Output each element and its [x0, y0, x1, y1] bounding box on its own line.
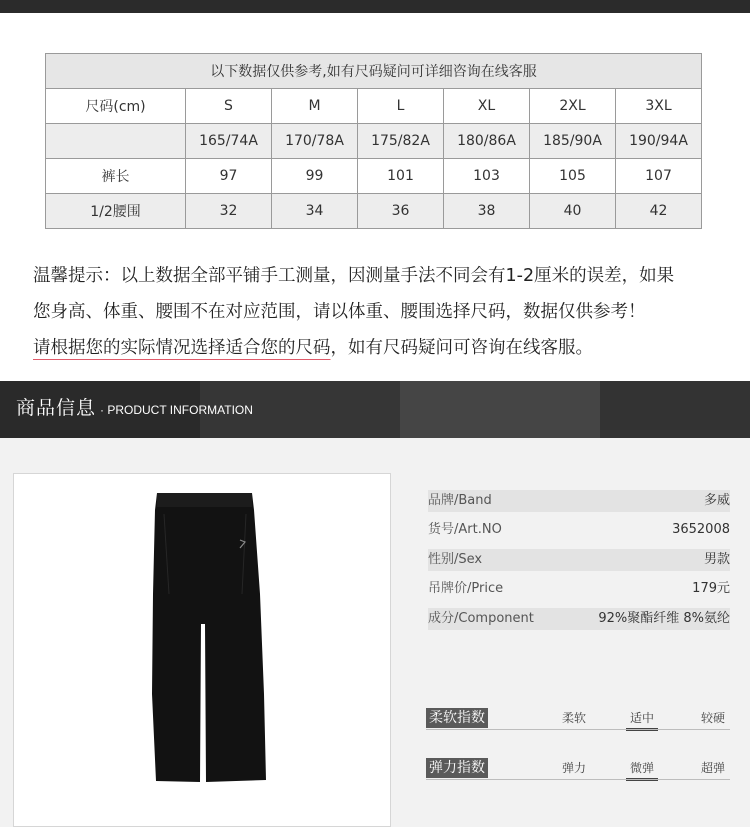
elasticity-index-line	[426, 779, 730, 780]
info-key: 吊牌价/Price	[428, 581, 504, 596]
waist-cell: 36	[358, 194, 444, 229]
black-track-pants-icon	[14, 474, 390, 826]
waist-cell: 32	[186, 194, 272, 229]
size-chart-table	[45, 53, 702, 229]
info-value: 92%聚酯纤维 8%氨纶	[598, 611, 730, 626]
notice-line-1: 温馨提示：以上数据全部平铺手工测量，因测量手法不同会有1-2厘米的误差，如果	[33, 266, 675, 286]
info-key: 货号/Art.NO	[428, 522, 502, 537]
info-row-brand	[428, 490, 730, 512]
height-cell: 180/86A	[444, 124, 530, 159]
elasticity-index-label: 弹力指数	[426, 758, 488, 778]
elasticity-option: 弹力	[562, 761, 587, 775]
info-value: 男款	[703, 552, 730, 567]
height-cell: 175/82A	[358, 124, 444, 159]
notice-line-2: 您身高、体重、腰围不在对应范围，请以体重、腰围选择尺码，数据仅供参考！	[33, 302, 646, 322]
info-row-sex	[428, 549, 730, 571]
info-row-art-no	[428, 519, 730, 541]
size-cell: S	[186, 89, 272, 124]
height-cell: 185/90A	[530, 124, 616, 159]
info-key: 性别/Sex	[428, 552, 483, 567]
waist-row	[46, 194, 702, 229]
height-cell: 165/74A	[186, 124, 272, 159]
size-cell: 3XL	[616, 89, 702, 124]
length-cell: 97	[186, 159, 272, 194]
height-cell: 190/94A	[616, 124, 702, 159]
info-value: 179元	[692, 581, 730, 596]
product-info-banner	[0, 381, 750, 438]
info-value: 多威	[703, 493, 730, 508]
banner-title-en: · PRODUCT INFORMATION	[100, 403, 253, 417]
info-row-component	[428, 608, 730, 630]
size-header-row	[46, 89, 702, 124]
length-label: 裤长	[46, 159, 186, 194]
height-label-cell	[46, 124, 186, 159]
height-cell: 170/78A	[272, 124, 358, 159]
top-bar	[0, 0, 750, 13]
elasticity-option: 超弹	[701, 761, 726, 775]
size-notice	[33, 258, 733, 366]
banner-title	[16, 381, 253, 438]
waist-cell: 38	[444, 194, 530, 229]
softness-index-line	[426, 729, 730, 730]
size-cell: 2XL	[530, 89, 616, 124]
length-row	[46, 159, 702, 194]
info-key: 品牌/Band	[428, 493, 492, 508]
waist-cell: 34	[272, 194, 358, 229]
size-header-label: 尺码(cm)	[46, 89, 186, 124]
softness-option-selected: 适中	[630, 708, 654, 728]
notice-line-3	[33, 330, 733, 366]
softness-option: 柔软	[562, 711, 587, 725]
product-photo	[13, 473, 391, 827]
waist-cell: 40	[530, 194, 616, 229]
size-chart-caption: 以下数据仅供参考,如有尺码疑问可详细咨询在线客服	[46, 54, 702, 89]
banner-title-cn: 商品信息	[16, 397, 97, 419]
elasticity-option-selected: 微弹	[630, 758, 654, 778]
height-row	[46, 124, 702, 159]
length-cell: 103	[444, 159, 530, 194]
waist-cell: 42	[616, 194, 702, 229]
length-cell: 101	[358, 159, 444, 194]
softness-index	[426, 708, 730, 730]
size-chart-caption-row	[46, 54, 702, 89]
length-cell: 107	[616, 159, 702, 194]
notice-underlined-text: 请根据您的实际情况选择适合您的尺码	[33, 338, 331, 358]
elasticity-index	[426, 758, 730, 780]
softness-option: 较硬	[701, 711, 726, 725]
notice-line-3-rest: ，如有尺码疑问可咨询在线客服。	[330, 338, 593, 358]
size-cell: M	[272, 89, 358, 124]
size-cell: XL	[444, 89, 530, 124]
info-value: 3652008	[672, 522, 730, 537]
info-key: 成分/Component	[428, 611, 534, 626]
softness-index-label: 柔软指数	[426, 708, 488, 728]
length-cell: 99	[272, 159, 358, 194]
size-cell: L	[358, 89, 444, 124]
length-cell: 105	[530, 159, 616, 194]
info-row-price	[428, 578, 730, 600]
waist-label: 1/2腰围	[46, 194, 186, 229]
